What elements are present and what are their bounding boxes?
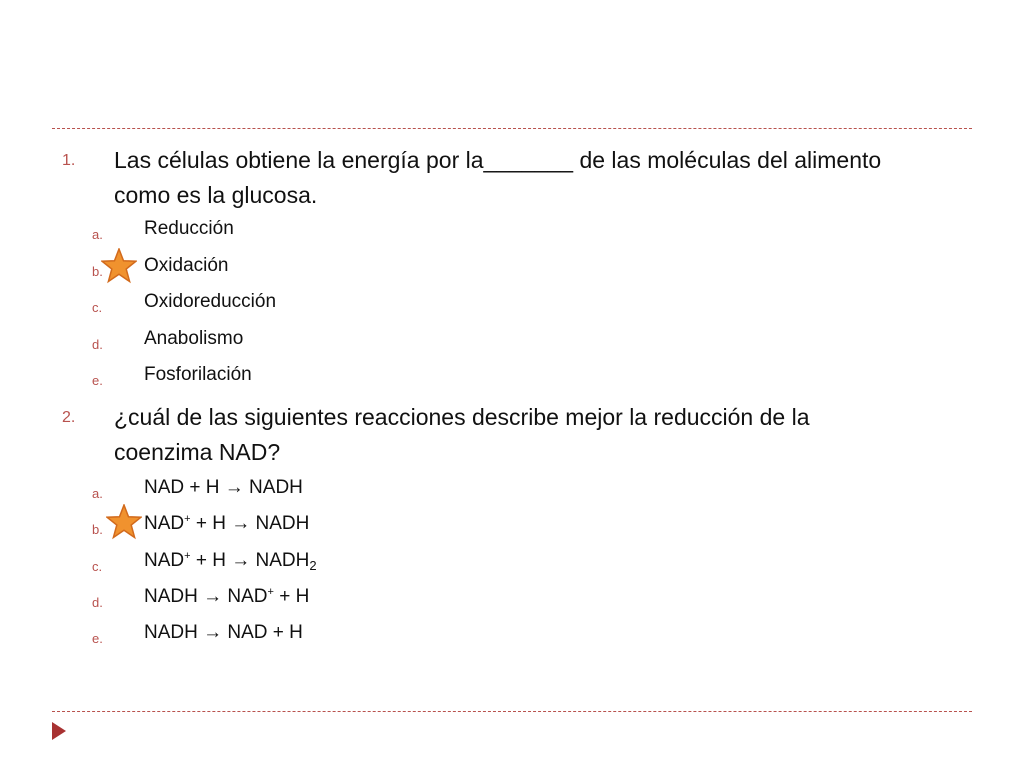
question-number: 2.	[62, 409, 76, 426]
option-letter: c.	[92, 559, 103, 574]
arrow-glyph: →	[203, 622, 223, 643]
option-label: Oxidoreducción	[144, 291, 277, 312]
option-label: Anabolismo	[144, 328, 244, 349]
option-label: Oxidación	[144, 255, 229, 276]
option-1c[interactable]	[0, 291, 600, 321]
option-letter: a.	[92, 227, 103, 242]
option-label: NAD+ + H → NADH	[144, 513, 310, 534]
option-2a[interactable]	[0, 477, 600, 507]
option-2e[interactable]	[0, 622, 600, 652]
option-1a[interactable]	[0, 218, 600, 248]
option-1e[interactable]	[0, 364, 600, 394]
arrow-glyph: →	[224, 477, 244, 498]
option-letter: e.	[92, 373, 103, 388]
option-letter: d.	[92, 337, 103, 352]
option-label: NADH → NAD+ + H	[144, 586, 310, 607]
top-divider	[52, 128, 972, 129]
option-letter: b.	[92, 522, 103, 537]
question-number: 1.	[62, 152, 76, 169]
question-text: ¿cuál de las siguientes reacciones describe mejor la reducción de la coenzima NAD?	[114, 404, 810, 465]
arrow-glyph: →	[231, 550, 251, 571]
star-icon	[101, 248, 137, 284]
option-1b[interactable]	[0, 255, 600, 285]
option-letter: c.	[92, 300, 103, 315]
arrow-glyph: →	[203, 586, 223, 607]
question-text: Las células obtiene la energía por la_______ de las moléculas del alimento como es la glucosa.	[114, 147, 882, 208]
option-letter: d.	[92, 595, 103, 610]
option-2c[interactable]	[0, 550, 600, 580]
option-letter: a.	[92, 486, 103, 501]
bottom-divider	[52, 711, 972, 712]
option-label: NADH → NAD + H	[144, 622, 303, 643]
option-letter: b.	[92, 264, 103, 279]
arrow-glyph: →	[231, 513, 251, 534]
option-2b[interactable]	[0, 513, 600, 543]
option-label: Fosforilación	[144, 364, 252, 385]
option-label: NAD + H → NADH	[144, 477, 303, 498]
option-letter: e.	[92, 631, 103, 646]
star-icon	[106, 504, 142, 540]
option-1d[interactable]	[0, 328, 600, 358]
option-2d[interactable]	[0, 586, 600, 616]
option-label: $NAD^+ + H \to NADH_2$	[144, 550, 317, 573]
option-label: Reducción	[144, 218, 234, 239]
play-arrow-icon[interactable]	[52, 722, 66, 740]
